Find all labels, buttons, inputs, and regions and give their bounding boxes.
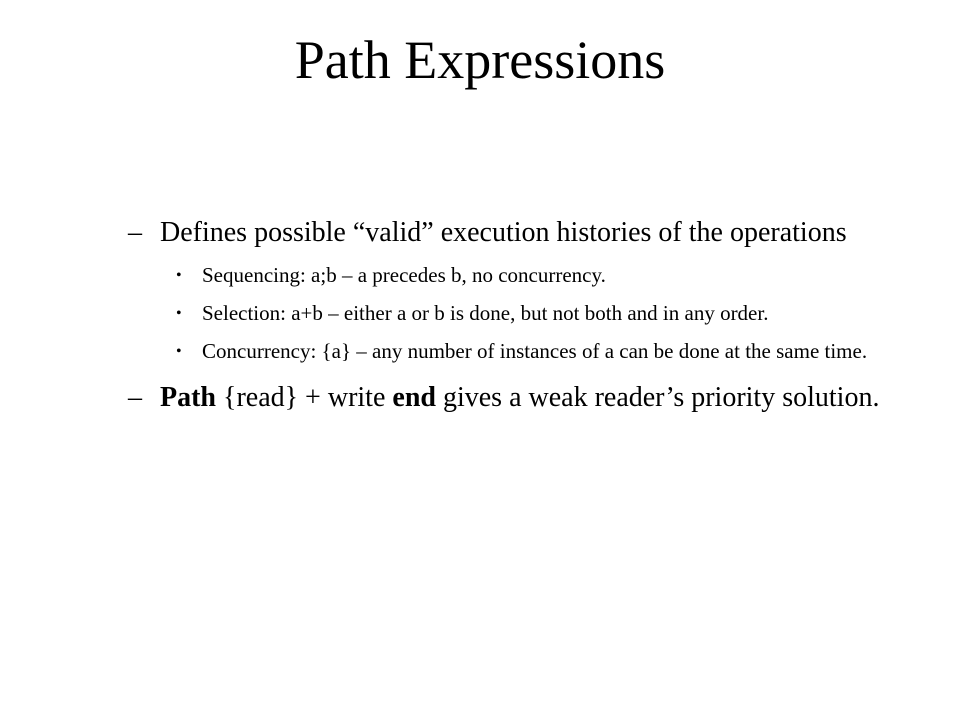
slide-title: Path Expressions bbox=[294, 30, 666, 90]
subbullet-concurrency bbox=[128, 338, 888, 365]
subbullet-sequencing bbox=[128, 262, 888, 289]
bullet-text: Defines possible “valid” execution histories of the operations bbox=[160, 217, 847, 248]
bullet-definition bbox=[128, 216, 888, 250]
text-segment: gives a weak reader’s priority solution. bbox=[435, 382, 880, 413]
text-segment: {read} + write bbox=[216, 382, 393, 413]
bullet-path-example bbox=[128, 381, 888, 415]
subbullet-text: Selection: a+b – either a or b is done, but not both and in any order. bbox=[202, 301, 769, 325]
subbullet-text: Sequencing: a;b – a precedes b, no concurrency. bbox=[202, 263, 606, 287]
dash-marker: – bbox=[128, 382, 142, 413]
bullet-text bbox=[160, 382, 879, 413]
keyword-end: end bbox=[392, 382, 436, 413]
subbullet-text: Concurrency: {a} – any number of instances of a can be done at the same time. bbox=[202, 339, 868, 363]
keyword-path: Path bbox=[160, 382, 216, 413]
bullet-dot-marker: • bbox=[176, 267, 182, 284]
bullet-dot-marker: • bbox=[176, 305, 182, 322]
dash-marker: – bbox=[128, 217, 142, 248]
bullet-dot-marker: • bbox=[176, 343, 182, 360]
slide-body bbox=[128, 216, 888, 427]
subbullet-selection bbox=[128, 300, 888, 327]
